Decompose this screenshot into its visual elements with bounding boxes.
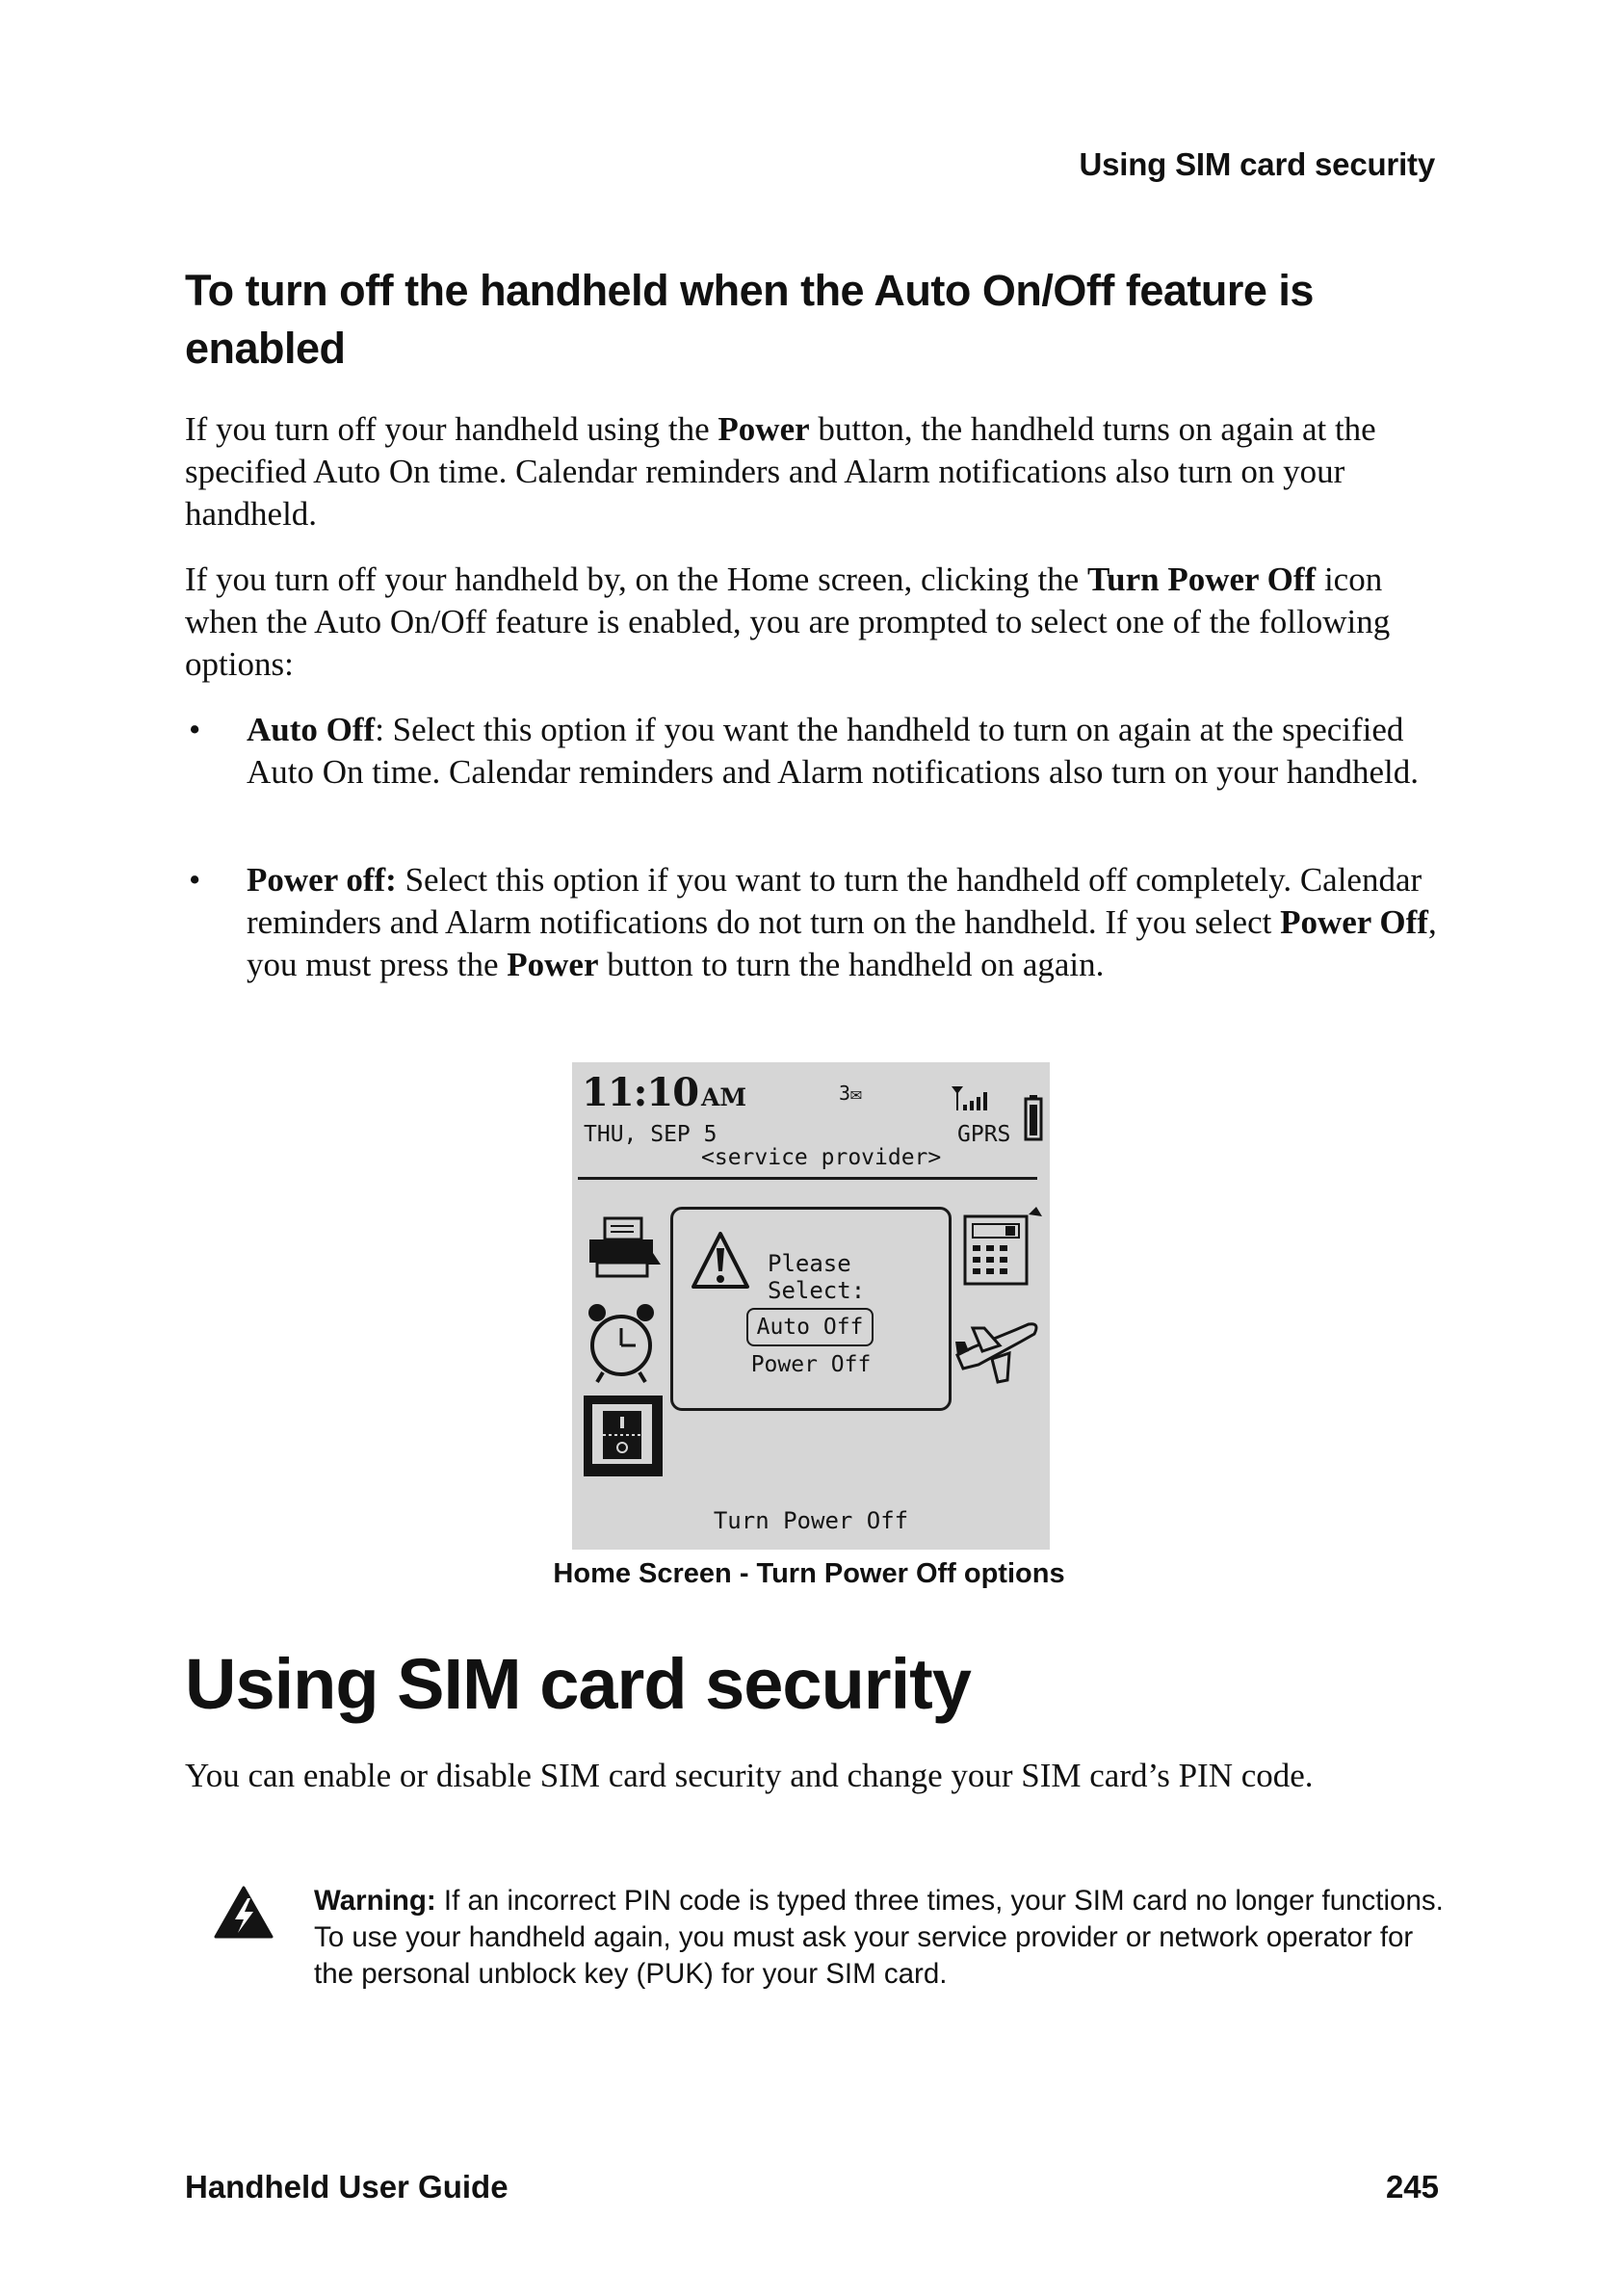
bullet-auto-off-label: Auto Off [247, 711, 376, 748]
alarm-clock-icon [584, 1301, 659, 1384]
section-title: To turn off the handheld when the Auto On/Off feature is enabled [185, 266, 1314, 373]
power-off-option[interactable]: Power Off [750, 1352, 872, 1377]
auto-off-option[interactable]: Auto Off [746, 1308, 874, 1346]
para1-text-a: If you turn off your handheld using the [185, 410, 718, 448]
para2-bold-turn-power-off: Turn Power Off [1086, 561, 1317, 598]
chapter-title: Using SIM card security [185, 1644, 971, 1724]
paragraph-power-button [185, 408, 1447, 535]
bullet-power-off-body-a: Select this option if you want to turn the handheld off completely. Calendar reminders and Alarm notifications do not turn on the handheld. If you select [247, 861, 1422, 941]
running-header: Using SIM card security [1079, 146, 1435, 182]
selected-icon-label: Turn Power Off [713, 1507, 909, 1534]
footer-guide-title: Handheld User Guide [185, 2169, 509, 2205]
bullet-symbol: • [189, 711, 201, 748]
date-label: THU, SEP 5 [584, 1122, 718, 1147]
bullet-power-off-body-b: , you must press the [247, 903, 1437, 983]
dialog-prompt: Please Select: [768, 1250, 866, 1304]
service-provider-label: <service provider> [701, 1145, 942, 1170]
bullet-auto-off-body: : Select this option if you want the handheld to turn on again at the specified Auto On time. Calendar reminders and Alarm notifications also turn on your handheld. [247, 711, 1419, 791]
turn-power-off-icon [582, 1394, 665, 1478]
warning-text: If an incorrect PIN code is typed three times, your SIM card no longer functions. To use your handheld again, you must ask your service provider or network operator for the personal unblock key (PUK) for your SIM card. [314, 1885, 1444, 1990]
figure-caption: Home Screen - Turn Power Off options [553, 1558, 1065, 1589]
para2-text-a: If you turn off your handheld by, on the Home screen, clicking the [185, 561, 1087, 598]
paragraph-turn-power-off-icon [185, 559, 1447, 686]
calculator-icon [959, 1207, 1042, 1290]
bullet-auto-off-text [247, 709, 1447, 794]
footer-page-number: 245 [1385, 2169, 1439, 2205]
battery-icon [1024, 1095, 1043, 1141]
bullet-symbol: • [189, 861, 201, 899]
bullet-power-off-text [247, 859, 1447, 986]
bullet-auto-off [185, 709, 1447, 794]
signal-strength-icon [950, 1083, 994, 1112]
printer-icon [584, 1214, 665, 1286]
para1-text-b: button, the handheld turns on again at the specified Auto On time. Calendar reminders and Alarm notifications also turn on your handheld. [185, 410, 1376, 533]
message-count: 3✉ [839, 1082, 863, 1105]
para1-bold-power: Power [718, 410, 810, 448]
warning-note [314, 1883, 1450, 1993]
bullet-power-off-bold-power-off: Power Off [1280, 903, 1428, 941]
warning-label: Warning: [314, 1885, 436, 1917]
bullet-power-off [185, 859, 1447, 986]
bullet-power-off-label: Power off: [247, 861, 397, 899]
airplane-icon [953, 1309, 1042, 1386]
status-divider [578, 1177, 1037, 1180]
clock-ampm: AM [701, 1083, 747, 1111]
para2-text-b: icon when the Auto On/Off feature is enabled, you are prompted to select one of the following options: [185, 561, 1391, 683]
chapter-intro: You can enable or disable SIM card security and change your SIM card’s PIN code. [185, 1757, 1314, 1794]
clock-time: 11:10 [582, 1070, 699, 1115]
home-screen-screenshot [572, 1062, 1050, 1550]
warning-icon [691, 1231, 750, 1291]
network-label: GPRS [957, 1122, 1011, 1147]
bullet-power-off-body-c: button to turn the handheld on again. [598, 946, 1105, 983]
warning-icon [214, 1886, 274, 1940]
power-off-dialog [670, 1207, 952, 1411]
bullet-power-off-bold-power: Power [507, 946, 599, 983]
